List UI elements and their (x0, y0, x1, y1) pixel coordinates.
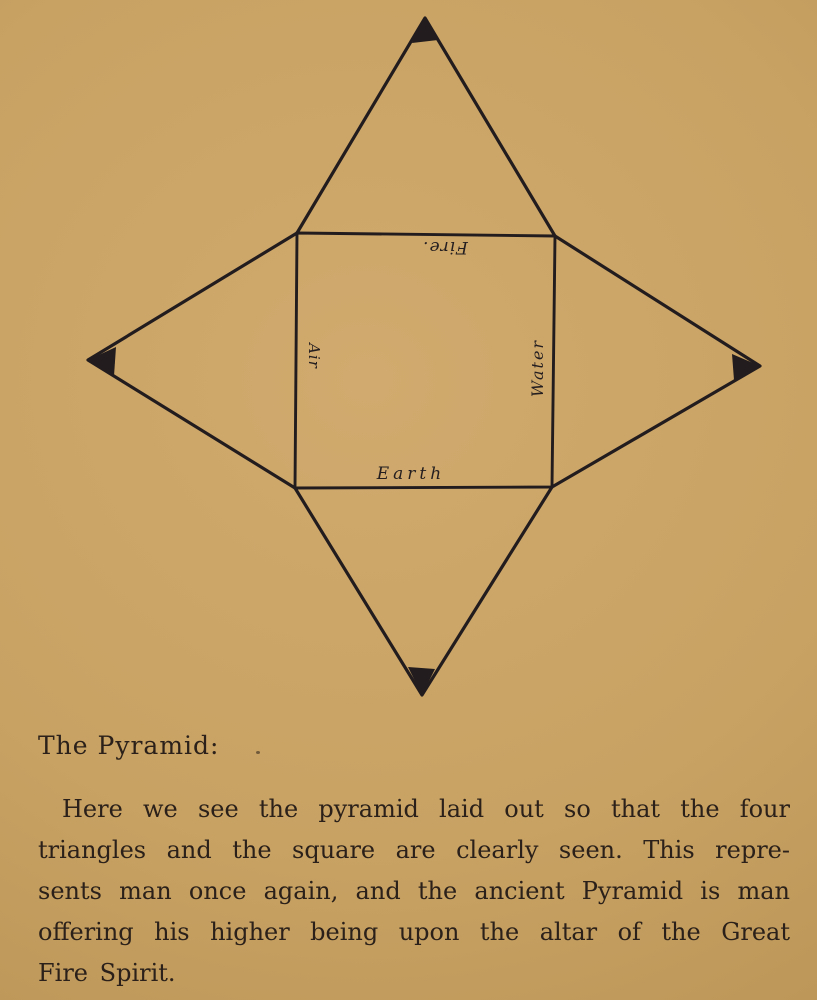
body-paragraph (38, 789, 790, 994)
top-triangle (297, 18, 555, 236)
top-apex-arrowhead (412, 16, 438, 43)
left-triangle (88, 233, 297, 488)
paragraph-line: offering his higher being upon the altar of the Great (38, 918, 790, 946)
section-heading: The Pyramid: (38, 731, 220, 760)
water-label: Water (528, 338, 547, 398)
apex-ink-blobs (88, 16, 760, 695)
right-triangle (552, 236, 760, 487)
paragraph-line: Fire Spirit. (38, 959, 176, 987)
paragraph-line: triangles and the square are clearly seen. This repre- (38, 836, 790, 864)
paragraph-line: sents man once again, and the ancient Pyramid is man (38, 877, 790, 905)
paragraph-line: Here we see the pyramid laid out so that the four (62, 795, 790, 823)
pyramid-net-lines (88, 18, 760, 695)
earth-label: Earth (376, 464, 446, 484)
square-outline (295, 233, 555, 488)
air-label: Air (305, 343, 323, 369)
bottom-triangle (295, 487, 552, 695)
fire-label: Fire. (422, 237, 468, 257)
